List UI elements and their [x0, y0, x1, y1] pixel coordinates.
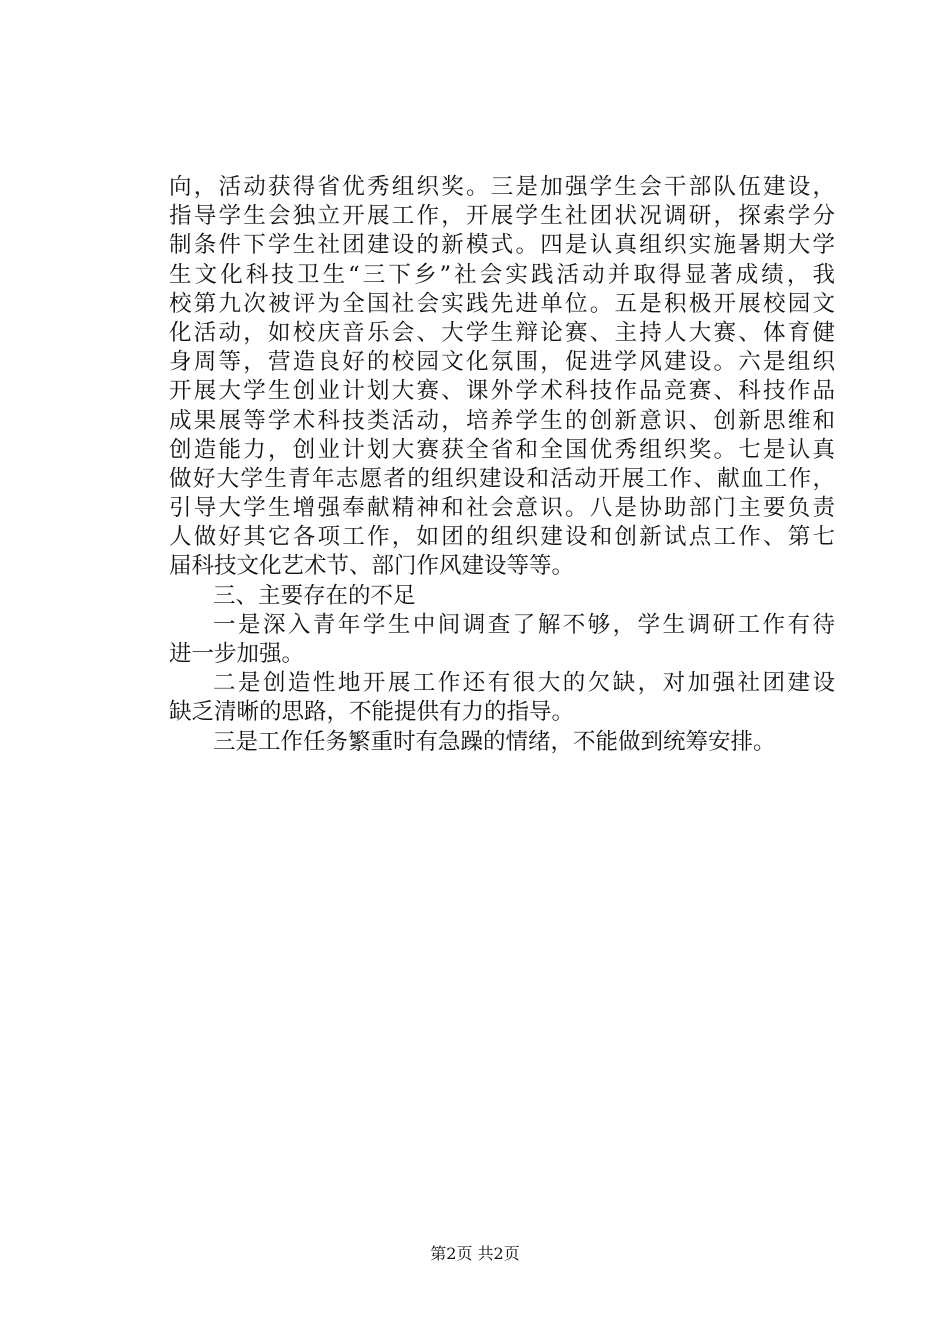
- item-2-line: 缺乏清晰的思路，不能提供有力的指导。: [169, 699, 575, 726]
- item-2-line: 二是创造性地开展工作还有很大的欠缺，对加强社团建设: [213, 670, 835, 697]
- paragraph-line: 生文化科技卫生“三下乡”社会实践活动并取得显著成绩，我: [169, 261, 835, 288]
- paragraph-line: 制条件下学生社团建设的新模式。四是认真组织实施暑期大学: [169, 232, 835, 259]
- page-number-label: 第2页 共2页: [430, 1244, 520, 1263]
- paragraph-line: 创造能力，创业计划大赛获全省和全国优秀组织奖。七是认真: [169, 436, 835, 463]
- paragraph-line: 指导学生会独立开展工作，开展学生社团状况调研，探索学分: [169, 203, 835, 230]
- paragraph-line: 届科技文化艺术节、部门作风建设等等。: [169, 553, 575, 580]
- paragraph-line: 引导大学生增强奉献精神和社会意识。八是协助部门主要负责: [169, 495, 835, 522]
- page-footer: [0, 1244, 950, 1264]
- paragraph-line: 身周等，营造良好的校园文化氛围，促进学风建设。六是组织: [169, 349, 835, 376]
- item-1-line: 一是深入青年学生中间调查了解不够，学生调研工作有待: [213, 611, 835, 638]
- paragraph-line: 人做好其它各项工作，如团的组织建设和创新试点工作、第七: [169, 524, 835, 551]
- paragraph-line: 向，活动获得省优秀组织奖。三是加强学生会干部队伍建设，: [169, 174, 835, 200]
- paragraph-line: 成果展等学术科技类活动，培养学生的创新意识、创新思维和: [169, 407, 835, 434]
- item-3-line: 三是工作任务繁重时有急躁的情绪，不能做到统筹安排。: [213, 728, 776, 755]
- paragraph-line: 校第九次被评为全国社会实践先进单位。五是积极开展校园文: [169, 290, 835, 317]
- paragraph-line: 开展大学生创业计划大赛、课外学术科技作品竞赛、科技作品: [169, 378, 835, 405]
- paragraph-line: 化活动，如校庆音乐会、大学生辩论赛、主持人大赛、体育健: [169, 319, 835, 346]
- section-heading: 三、主要存在的不足: [213, 582, 416, 609]
- body-text: [169, 173, 835, 757]
- paragraph-line: 做好大学生青年志愿者的组织建设和活动开展工作、献血工作，: [169, 465, 835, 492]
- item-1-line: 进一步加强。: [169, 641, 305, 667]
